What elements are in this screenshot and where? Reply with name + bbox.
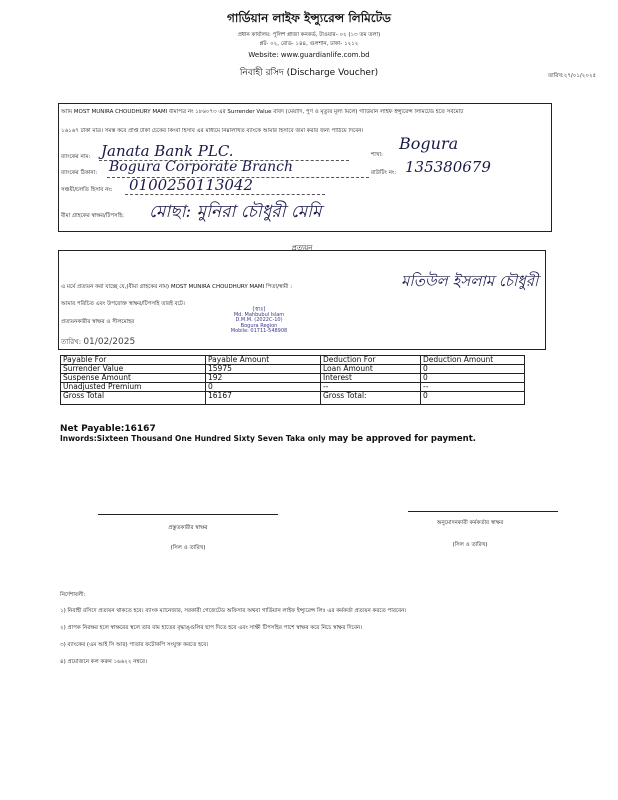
officer-stamp <box>219 307 299 335</box>
claim-amount-line: ১৬১৬৭ টাকা মাত্র। সমস্ত করে প্রাপ্ত টাকা চেকের কিংবা হিসাব এর মাধ্যমে নিম্নলিখিত ব্যাংকে আমার হিসাবে জমা করার জন্য পাঠিয়ে দিবেন। <box>61 128 364 134</box>
inwords-text: Inwords:Sixteen Thousand One Hundred Sixty Seven Taka only <box>60 434 326 443</box>
verification-heading: প্রত্যয়ন <box>291 244 313 252</box>
head-office: প্রধান কার্যালয়: পুলিশ প্লাজা কনকর্ড, টাওয়ার- ০২ (১৩ তম তলা) <box>237 32 381 38</box>
table-cell: Interest <box>321 374 421 383</box>
bank-address-label: ব্যাংকের ঠিকানা: <box>61 170 98 176</box>
instruction-item: ৩) ব্যাংকের (এম আই সি আর) পাতার ফটোকপি সংযুক্ত করতে হবে। <box>60 642 209 648</box>
net-payable: Net Payable:16167 <box>60 424 156 434</box>
document-header <box>0 10 618 80</box>
table-cell: -- <box>421 383 525 392</box>
bank-name-label: ব্যাংকের নাম: <box>61 154 91 160</box>
preparer-label: প্রস্তুতকারীর স্বাক্ষর <box>168 525 208 531</box>
known-statement: আমার পরিচিত এবং উপরোক্ত স্বাক্ষর/টিপসহি তারই বটে। <box>61 301 185 307</box>
table-cell: Gross Total: <box>321 392 421 405</box>
table-cell: 16167 <box>206 392 321 405</box>
table-cell: 15975 <box>206 365 321 374</box>
claim-intro: আমি MOST MUNIRA CHOUDHURY MAMI বীমাপত্র নং ১৮৬০৭৩ এর Surrender Value বাবদ (মেয়াদি, পুণ ও মৃত্যুর মূল্য মিলে) গার্ডিয়ান লাইফ ইন্স্যুরেন্স লিমিটেড হতে সর্বমোট <box>61 109 464 115</box>
table-cell: 0 <box>421 374 525 383</box>
table-cell: Loan Amount <box>321 365 421 374</box>
attest-date-label: তারিখ: <box>61 338 82 346</box>
account-line <box>125 194 325 195</box>
stamp-signature: (স্বাঃ) <box>252 306 266 313</box>
signature-label: বীমা গ্রাহকের স্বাক্ষর/টিপসহি: <box>61 213 124 219</box>
routing-value: 135380679 <box>405 158 491 176</box>
instructions-title: নির্দেশাবলী: <box>60 592 86 598</box>
table-cell: Suspense Amount <box>61 374 206 383</box>
column-header: Payable Amount <box>206 356 321 365</box>
father-signature: মতিউল ইসলাম চৌধুরী <box>401 272 539 290</box>
bank-name-value: Janata Bank PLC. <box>101 142 234 160</box>
stamp-line: Md. Mahbubul Islam <box>233 311 285 318</box>
account-value: 0100250113042 <box>129 176 254 194</box>
verification-section <box>58 244 546 350</box>
payment-table <box>60 355 525 405</box>
approval-text: may be approved for payment. <box>328 434 476 444</box>
branch-label: শাখা: <box>371 152 383 158</box>
stamp-line: D.M.M. (2022C-10) <box>235 317 283 323</box>
stamp-line: Bogura Region <box>240 322 278 329</box>
instruction-item: ২) প্রাপক নিরক্ষর হলে স্বাক্ষরের স্থলে তার বাম হাতের বৃদ্ধাঙ্গুলির ছাপ দিতে হবে এবং সাক্ষী টিপসহির পাশে স্বাক্ষর করে নিচে স্বাক্ষর দিবেন। <box>60 625 363 631</box>
approver-label: অনুমোদনকারী কর্মকর্তার স্বাক্ষর <box>436 520 504 526</box>
table-cell: 0 <box>206 383 321 392</box>
amount-in-words <box>60 434 476 444</box>
table-cell: Gross Total <box>61 392 206 405</box>
column-header: Deduction For <box>321 356 421 365</box>
routing-label: রাউটিং নং: <box>371 170 397 176</box>
preparer-seal: (সিল ও তারিখ) <box>170 545 206 551</box>
table-cell: Unadjusted Premium <box>61 383 206 392</box>
preparer-sign-line <box>98 514 278 515</box>
claim-section <box>58 103 552 232</box>
table-cell: 192 <box>206 374 321 383</box>
instruction-item: ৪) প্রয়োজনে কল করুন ১৬৬২২ নম্বরে। <box>60 659 147 665</box>
company-address: প্লট- ০২, রোড- ১৪৪, গুলশান, ঢাকা- ১২১২ <box>259 41 359 47</box>
table-header-row <box>61 356 525 365</box>
branch-value: Bogura <box>399 134 459 153</box>
table-cell: 0 <box>421 365 525 374</box>
bank-address-value: Bogura Corporate Branch <box>109 159 294 175</box>
company-name: গার্ডিয়ান লাইফ ইন্স্যুরেন্স লিমিটেড <box>227 11 391 25</box>
approver-seal: (সিল ও তারিখ) <box>452 542 488 548</box>
approver-sign-line <box>408 511 558 512</box>
stamp-line: Mobile: 01711-548908 <box>230 328 288 334</box>
table-cell: -- <box>321 383 421 392</box>
attest-date <box>61 336 135 348</box>
column-header: Payable For <box>61 356 206 365</box>
table-cell: 0 <box>421 392 525 405</box>
instruction-item: ১) নিবাহী রসিদে প্রত্যয়ন থাকতে হবে। ব্যাংক ম্যানেজার, সরকারী গেজেটেড অফিসার অথবা গার্ডিয়ান লাইফ ইন্স্যুরেন্স লিঃ এর কর্মকর্তা প্রত্যয়ন করতে পারবেন। <box>60 608 407 614</box>
attest-date-value: 01/02/2025 <box>83 337 136 347</box>
account-label: সঞ্চয়ী/চলতি হিসাব নং: <box>61 187 113 193</box>
verification-statement: এ মর্মে প্রত্যয়ন করা যাচ্ছে যে,(বীমা গ্রাহকের নাম) MOST MUNIRA CHOUDHURY MAMI পিতা/স্বামী : <box>61 284 293 290</box>
attester-label: প্রত্যয়নকারীর স্বাক্ষর ও সীলমোহর <box>61 319 135 325</box>
instructions <box>60 592 560 667</box>
customer-signature: মোছা: মুনিরা চৌধুরী মেমি <box>149 202 322 222</box>
voucher-title: নিবাহী রসিদ (Discharge Voucher) <box>239 68 379 78</box>
table-cell: Surrender Value <box>61 365 206 374</box>
website: Website: www.guardianlife.com.bd <box>248 51 370 59</box>
table-row <box>61 383 525 392</box>
voucher-date: তারিখ:২৭/০১/২০২৫ <box>548 73 597 79</box>
column-header: Deduction Amount <box>421 356 525 365</box>
table-row-total <box>61 392 525 405</box>
